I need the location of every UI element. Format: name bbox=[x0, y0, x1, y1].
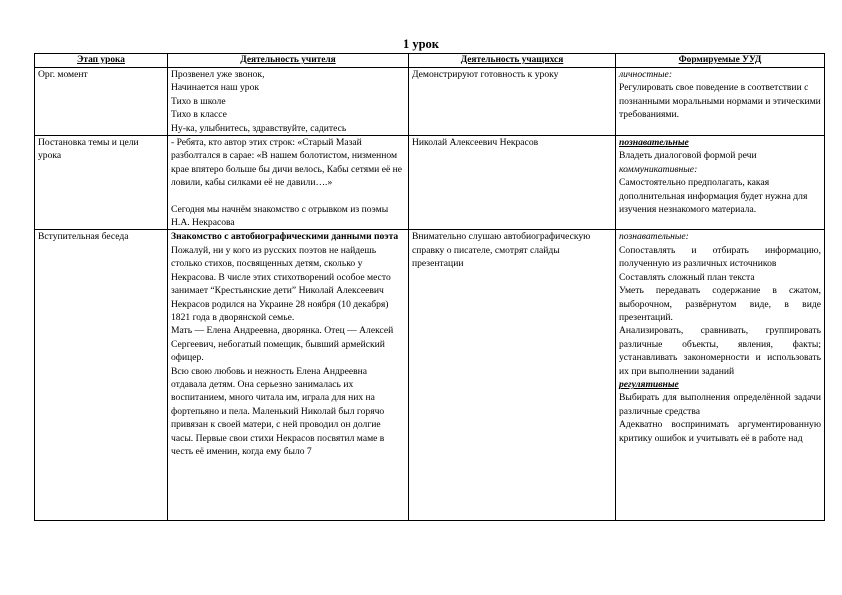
student-cell: Николай Алексеевич Некрасов bbox=[409, 136, 616, 230]
poem-line: Тихо в классе bbox=[171, 109, 227, 121]
student-cell: Внимательно слушаю автобиографическую справку о писателе, смотрят слайды презентации bbox=[409, 230, 616, 521]
uud-category: познавательные bbox=[619, 137, 689, 149]
uud-item: Сопоставлять и отбирать информацию, полученную из различных источников bbox=[619, 244, 821, 270]
teacher-paragraph: Пожалуй, ни у кого из русских поэтов не найдешь столько стихов, посвященных детям, сколько у Некрасова. В числе этих стихотворений особое место занимает “Крестьянские дети” Николай Алексеевич Некрасов родился на Украине 28 ноября (10 декабря) 1821 года в дворянской семье. bbox=[171, 244, 391, 323]
uud-category: познавательные: bbox=[619, 231, 689, 243]
teacher-paragraph: Всю свою любовь и нежность Елена Андреевна отдавала детям. Она серьезно занималась их воспитанием, много читала им, играла для них на фортепьяно и пела. Маленький Николай был горячо привязан к своей матери, с ней проводил он долгие часы. Первые свои стихи Некрасов посвятил маме в честь её именин, когда ему было 7 bbox=[171, 365, 385, 457]
teacher-paragraph: Мать — Елена Андреевна, дворянка. Отец — Алексей Сергеевич, небогатый помещик, бывший армейский офицер. bbox=[171, 325, 394, 364]
uud-category: личностные: bbox=[619, 69, 673, 80]
table-row bbox=[35, 68, 825, 136]
uud-item: Адекватно воспринимать аргументированную критику ошибок и учитывать её в работе над bbox=[619, 419, 821, 444]
teacher-cell bbox=[168, 68, 409, 136]
lesson-table bbox=[34, 53, 825, 521]
teacher-heading: Знакомство с автобиографическими данными поэта bbox=[171, 231, 399, 243]
header-teacher: Деятельность учителя bbox=[168, 54, 409, 68]
uud-cell bbox=[616, 230, 825, 521]
table-header-row bbox=[35, 54, 825, 68]
uud-item: Составлять сложный план текста bbox=[619, 271, 755, 283]
student-cell: Демонстрируют готовность к уроку bbox=[409, 68, 616, 136]
uud-category: коммуникативные: bbox=[619, 163, 698, 175]
header-student: Деятельность учащихся bbox=[409, 54, 616, 68]
stage-cell: Постановка темы и цели урока bbox=[35, 136, 168, 230]
table-row bbox=[35, 230, 825, 521]
uud-text: Самостоятельно предполагать, какая дополнительная информация будет нужна для изучения незнакомого материала. bbox=[619, 177, 808, 216]
uud-cell bbox=[616, 136, 825, 230]
table-row bbox=[35, 136, 825, 230]
header-stage: Этап урока bbox=[35, 54, 168, 68]
teacher-cell bbox=[168, 230, 409, 521]
stage-cell: Вступительная беседа bbox=[35, 230, 168, 521]
teacher-cell bbox=[168, 136, 409, 230]
poem-line: Ну-ка, улыбнитесь, здравствуйте, садитесь bbox=[171, 122, 347, 134]
poem-line: Тихо в школе bbox=[171, 95, 226, 107]
uud-text: Регулировать свое поведение в соответствии с познанными моральными нормами и этическими требованиями. bbox=[619, 82, 821, 121]
uud-text: Владеть диалоговой формой речи bbox=[619, 150, 757, 162]
poem-line: Начинается наш урок bbox=[171, 82, 260, 94]
uud-cell bbox=[616, 68, 825, 136]
teacher-paragraph: - Ребята, кто автор этих строк: «Старый Мазай разболтался в сарае: «В нашем болотистом, низменном крае впятеро больше бы дичи велось, Кабы сетями её не ловили, кабы силками её не давили….» bbox=[171, 137, 403, 189]
uud-item: Анализировать, сравнивать, группировать различные объекты, явления, факты; устанавливать закономерности и использовать их при выполнении заданий bbox=[619, 325, 821, 377]
stage-cell: Орг. момент bbox=[35, 68, 168, 136]
uud-item: Уметь передавать содержание в сжатом, выборочном, развёрнутом виде, в виде презентаций. bbox=[619, 285, 821, 323]
uud-category: регулятивные bbox=[619, 378, 679, 390]
poem-line: Прозвенел уже звонок, bbox=[171, 69, 265, 80]
uud-item: Выбирать для выполнения определённой задачи различные средства bbox=[619, 392, 821, 417]
teacher-paragraph: Сегодня мы начнём знакомство с отрывком из поэмы Н.А. Некрасова bbox=[171, 203, 389, 229]
header-uud: Формируемые УУД bbox=[616, 54, 825, 68]
page-title: 1 урок bbox=[402, 37, 440, 51]
